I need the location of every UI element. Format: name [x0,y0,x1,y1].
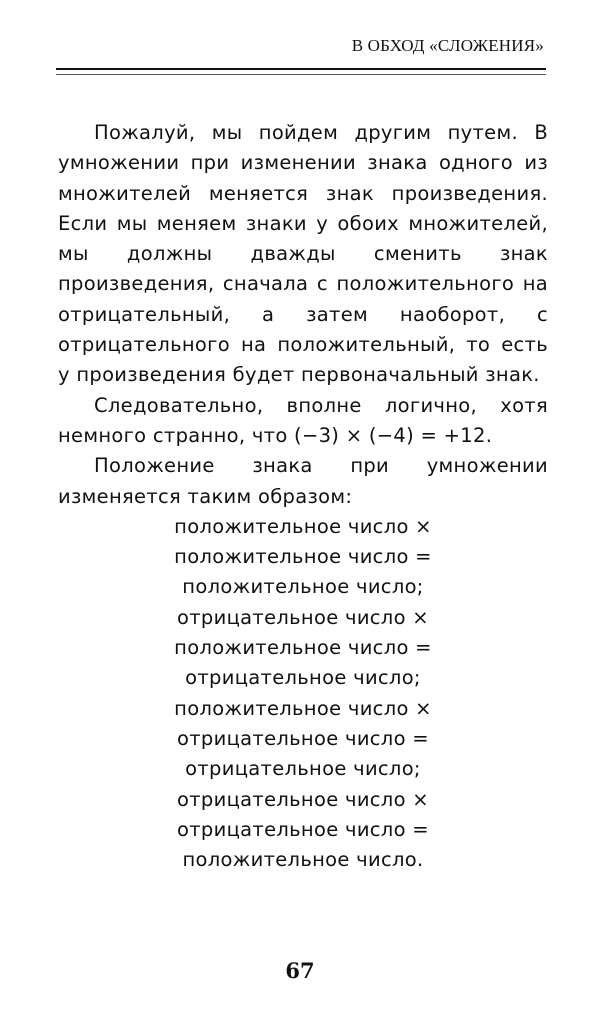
rule-line-1: положительное число × [174,514,432,538]
rule-line-12: положительное число. [182,848,424,872]
rule-line-7: положительное число × [174,696,432,720]
paragraph-1: Пожалуй, мы пойдем другим путем. В умножении при изменении знака одного из множителей меняется знак произведения. Если мы меняем знаки у обоих множителей, мы должны дважды сменить знак произведения, сначала с положительного на отрицательный, а затем наоборот, с отрицательного на положительный, то есть у произведения будет первоначальный знак. [58,121,548,387]
rule-line-5: положительное число = [174,636,432,660]
rule-line-6: отрицательное число; [185,666,421,690]
header-rule-thin [56,74,546,75]
rule-line-10: отрицательное число × [177,787,429,811]
body-text [58,118,548,875]
paragraph-2: Следовательно, вполне логично, хотя немного странно, что (−3) × (−4) = +12. [58,393,548,447]
header-rule-thick [56,68,546,70]
page-number: 67 [285,958,315,983]
sign-rules-list [58,512,548,876]
rule-line-2: положительное число = [174,545,432,569]
paragraph-3: Положение знака при умножении изменяется таким образом: [58,454,548,508]
running-head: В ОБХОД «СЛОЖЕНИЯ» [351,36,544,55]
rule-line-9: отрицательное число; [185,757,421,781]
rule-line-4: отрицательное число × [177,605,429,629]
rule-line-3: положительное число; [182,575,424,599]
rule-line-8: отрицательное число = [177,726,429,750]
rule-line-11: отрицательное число = [177,817,429,841]
